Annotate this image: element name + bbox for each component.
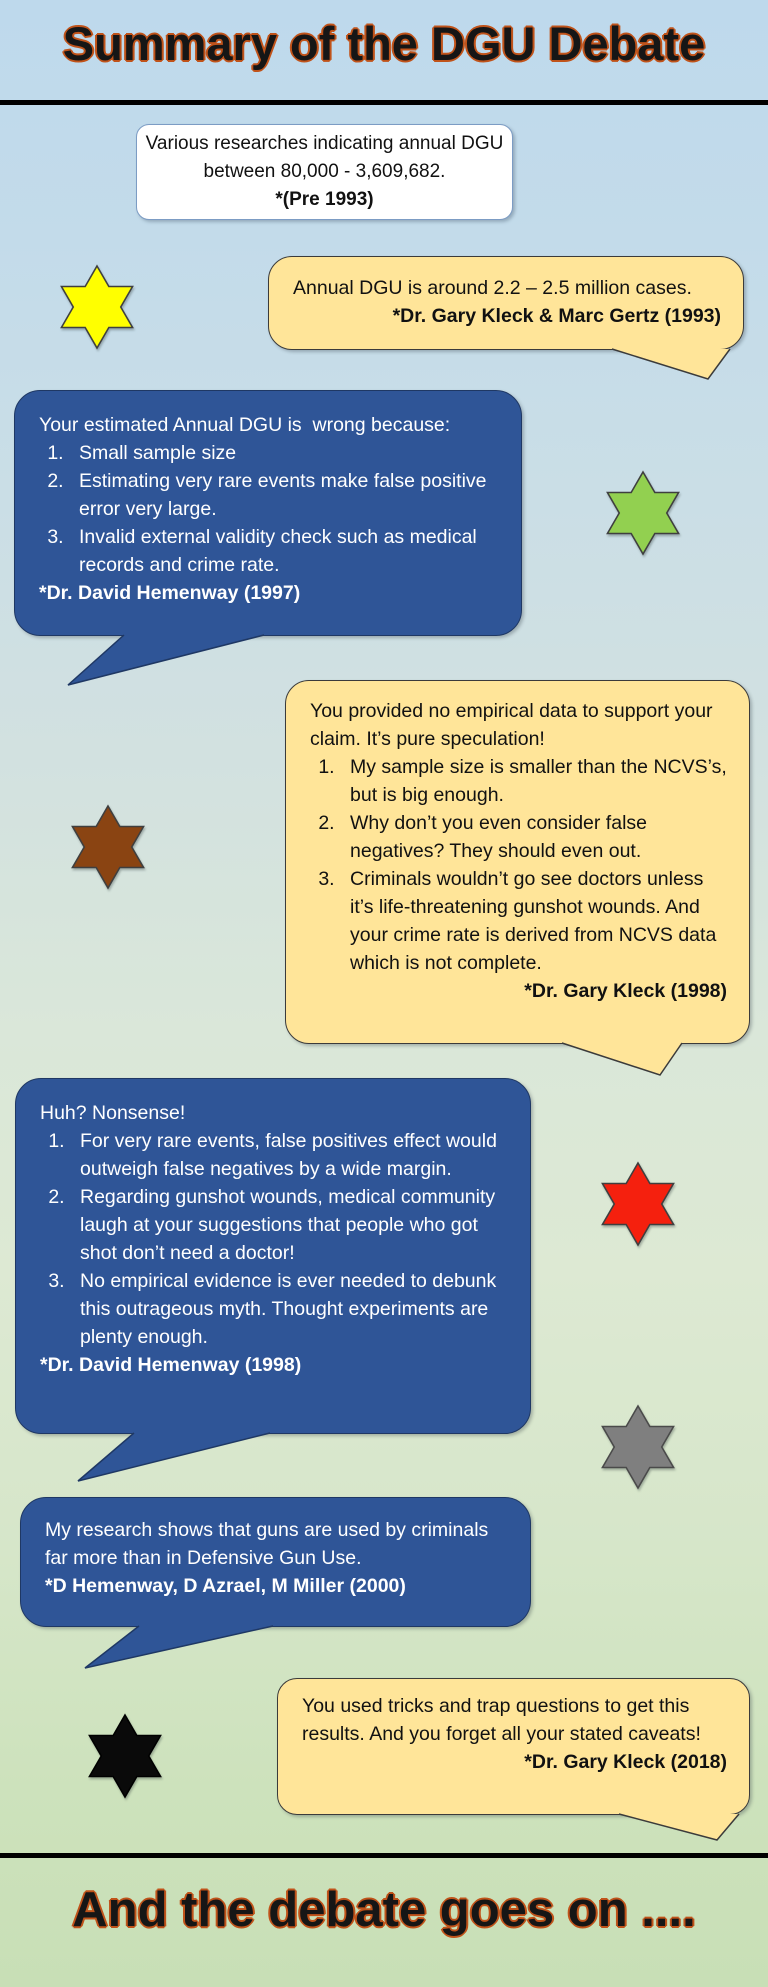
bubble-credit: *Dr. David Hemenway (1997) [39, 582, 301, 604]
page-title: Summary of the DGU Debate [62, 17, 706, 70]
bubble-credit: *D Hemenway, D Azrael, M Miller (2000) [45, 1575, 406, 1597]
green-star-icon [600, 469, 686, 557]
hexagram-shape [602, 1406, 673, 1488]
speech-tail [558, 1041, 688, 1079]
list-item: 2. Regarding gunshot wounds, medical community laugh at your suggestions that people who got shot don’t need a doctor! [70, 1183, 510, 1267]
speech-tail [58, 633, 270, 693]
bubble-text: You used tricks and trap questions to get this results. And you forget all your stated caveats! [302, 1695, 701, 1745]
intro-line-3: *(Pre 1993) [275, 189, 374, 210]
speech-tail [70, 1431, 282, 1489]
black-star-icon [82, 1712, 168, 1800]
bubble-credit: *Dr. David Hemenway (1998) [40, 1354, 302, 1376]
bubble-hemenway-1998 [15, 1078, 531, 1434]
list-item: 2. Estimating very rare events make false positive error very large. [69, 467, 501, 523]
footer-title: And the debate goes on .... [72, 1883, 696, 1937]
intro-line-1: Various researches indicating annual DGU [145, 133, 504, 154]
bubble-hemenway-1997 [14, 390, 522, 636]
bubble-list [39, 439, 501, 579]
list-item: 3. No empirical evidence is ever needed to debunk this outrageous myth. Thought experiments are plenty enough. [70, 1267, 510, 1351]
hexagram-shape [61, 266, 132, 348]
speech-tail [615, 1812, 745, 1844]
red-star-icon [595, 1160, 681, 1248]
bubble-text: Your estimated Annual DGU is wrong because: [39, 414, 451, 436]
bubble-text: You provided no empirical data to support your claim. It’s pure speculation! [310, 700, 718, 750]
bubble-list [310, 753, 727, 977]
intro-line-2: between 80,000 - 3,609,682. [203, 161, 446, 182]
list-item: 1. For very rare events, false positives effect would outweigh false negatives by a wide margin. [70, 1127, 510, 1183]
top-divider-line [0, 100, 768, 105]
list-item: 2. Why don’t you even consider false negatives? They should even out. [340, 809, 727, 865]
bubble-text: Annual DGU is around 2.2 – 2.5 million cases. [293, 277, 692, 299]
hexagram-shape [89, 1715, 160, 1797]
bubble-credit: *Dr. Gary Kleck (1998) [524, 980, 727, 1002]
bubble-text: My research shows that guns are used by criminals far more than in Defensive Gun Use. [45, 1519, 494, 1569]
bubble-kleck-2018 [277, 1678, 750, 1815]
list-item: 3. Criminals wouldn’t go see doctors unless it’s life-threatening gunshot wounds. And your crime rate is derived from NCVS data which is not complete. [340, 865, 727, 977]
bubble-credit: *Dr. Gary Kleck & Marc Gertz (1993) [392, 305, 721, 327]
speech-tail [608, 347, 738, 385]
bubble-kleck-1993 [268, 256, 744, 350]
gray-star-icon [595, 1403, 681, 1491]
bubble-hemenway-2000 [20, 1497, 531, 1627]
list-item: 1. Small sample size [69, 439, 501, 467]
hexagram-shape [602, 1163, 673, 1245]
brown-star-icon [65, 803, 151, 891]
bubble-text: Huh? Nonsense! [40, 1102, 186, 1124]
list-item: 1. My sample size is smaller than the NCVS’s, but is big enough. [340, 753, 727, 809]
bubble-list [40, 1127, 510, 1351]
bubble-credit: *Dr. Gary Kleck (2018) [524, 1751, 727, 1773]
bottom-divider-line [0, 1853, 768, 1858]
hexagram-shape [607, 472, 678, 554]
speech-tail [75, 1624, 280, 1676]
bubble-kleck-1998 [285, 680, 750, 1044]
hexagram-shape [72, 806, 143, 888]
intro-box [136, 124, 513, 220]
list-item: 3. Invalid external validity check such as medical records and crime rate. [69, 523, 501, 579]
yellow-star-icon [54, 263, 140, 351]
